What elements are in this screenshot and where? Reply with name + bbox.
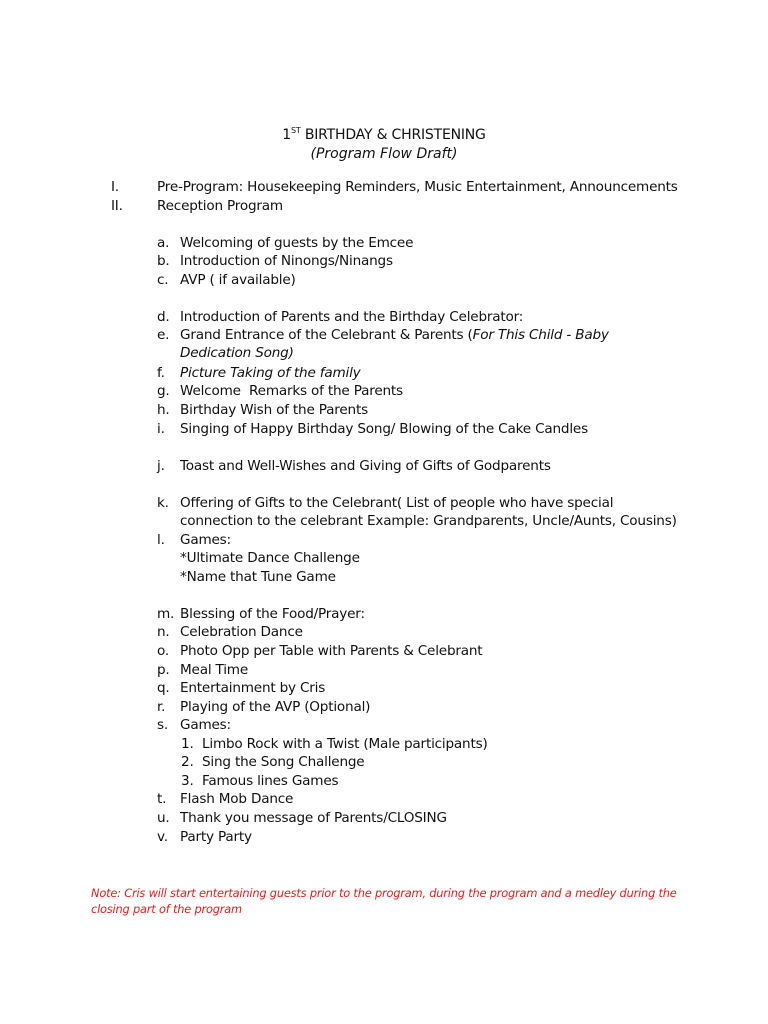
section-text: Reception Program xyxy=(157,198,283,214)
title-superscript: ST xyxy=(290,126,301,135)
section-number: II. xyxy=(111,198,123,214)
item-label: j. xyxy=(157,458,165,474)
item-text-plain: Grand Entrance of the Celebrant & Parents ( xyxy=(180,327,473,343)
item-text: Flash Mob Dance xyxy=(180,791,294,807)
item-text xyxy=(180,326,660,362)
section-number: I. xyxy=(111,179,119,195)
item-text: Photo Opp per Table with Parents & Celebrant xyxy=(180,643,483,659)
item-label: v. xyxy=(157,829,168,845)
game-text: Famous lines Games xyxy=(202,773,339,789)
game-number: 3. xyxy=(181,773,194,789)
game-text: Sing the Song Challenge xyxy=(202,754,365,770)
item-label: i. xyxy=(157,421,165,437)
item-label: a. xyxy=(157,235,170,251)
game-number: 1. xyxy=(181,736,194,752)
item-label: p. xyxy=(157,662,170,678)
item-text-italic: For This Child - Baby Dedication Song) xyxy=(180,327,609,361)
item-subtext: *Ultimate Dance Challenge xyxy=(180,550,360,566)
title-number: 1 xyxy=(282,127,291,143)
item-label: h. xyxy=(157,402,170,418)
item-text: Birthday Wish of the Parents xyxy=(180,402,368,418)
item-text: Toast and Well-Wishes and Giving of Gifts of Godparents xyxy=(180,458,551,474)
item-label: o. xyxy=(157,643,169,659)
item-label: f. xyxy=(157,365,165,381)
item-text: AVP ( if available) xyxy=(180,272,296,288)
item-text: Picture Taking of the family xyxy=(180,365,361,381)
game-number: 2. xyxy=(181,754,194,770)
note-text: Note: Cris will start entertaining guests prior to the program, during the program and a medley during the closing part of the program xyxy=(91,886,677,916)
item-subtext: *Name that Tune Game xyxy=(180,569,336,585)
item-text: Playing of the AVP (Optional) xyxy=(180,699,371,715)
item-label: r. xyxy=(157,699,166,715)
item-text: Games: xyxy=(180,717,231,733)
item-text: Entertainment by Cris xyxy=(180,680,326,696)
item-text: Introduction of Ninongs/Ninangs xyxy=(180,253,393,269)
item-text: Games: xyxy=(180,532,231,548)
document-title xyxy=(0,126,768,143)
item-text: Party Party xyxy=(180,829,252,845)
item-label: n. xyxy=(157,624,170,640)
item-text: Singing of Happy Birthday Song/ Blowing of the Cake Candles xyxy=(180,421,588,437)
game-text: Limbo Rock with a Twist (Male participants) xyxy=(202,736,488,752)
item-text: Introduction of Parents and the Birthday Celebrator: xyxy=(180,309,524,325)
section-text: Pre-Program: Housekeeping Reminders, Music Entertainment, Announcements xyxy=(157,179,678,195)
item-label: s. xyxy=(157,717,169,733)
title-text: BIRTHDAY & CHRISTENING xyxy=(304,127,486,143)
item-label: u. xyxy=(157,810,170,826)
item-text: Celebration Dance xyxy=(180,624,303,640)
item-label: d. xyxy=(157,309,170,325)
item-label: c. xyxy=(157,272,169,288)
item-text: Blessing of the Food/Prayer: xyxy=(180,606,365,622)
item-text: Welcoming of guests by the Emcee xyxy=(180,235,414,251)
item-label: m. xyxy=(157,606,175,622)
item-label: b. xyxy=(157,253,170,269)
item-label: q. xyxy=(157,680,170,696)
item-label: k. xyxy=(157,495,169,511)
item-text: Thank you message of Parents/CLOSING xyxy=(180,810,447,826)
item-label: l. xyxy=(157,532,165,548)
item-text: Offering of Gifts to the Celebrant( List of people who have special connection to the celebrant Example: Grandparents, Uncle/Aunts, Cousins) xyxy=(180,495,677,529)
document-subtitle: (Program Flow Draft) xyxy=(310,146,458,162)
item-label: g. xyxy=(157,383,170,399)
item-text: Meal Time xyxy=(180,662,248,678)
item-label: e. xyxy=(157,327,170,343)
item-text: Welcome Remarks of the Parents xyxy=(180,383,403,399)
item-label: t. xyxy=(157,791,167,807)
